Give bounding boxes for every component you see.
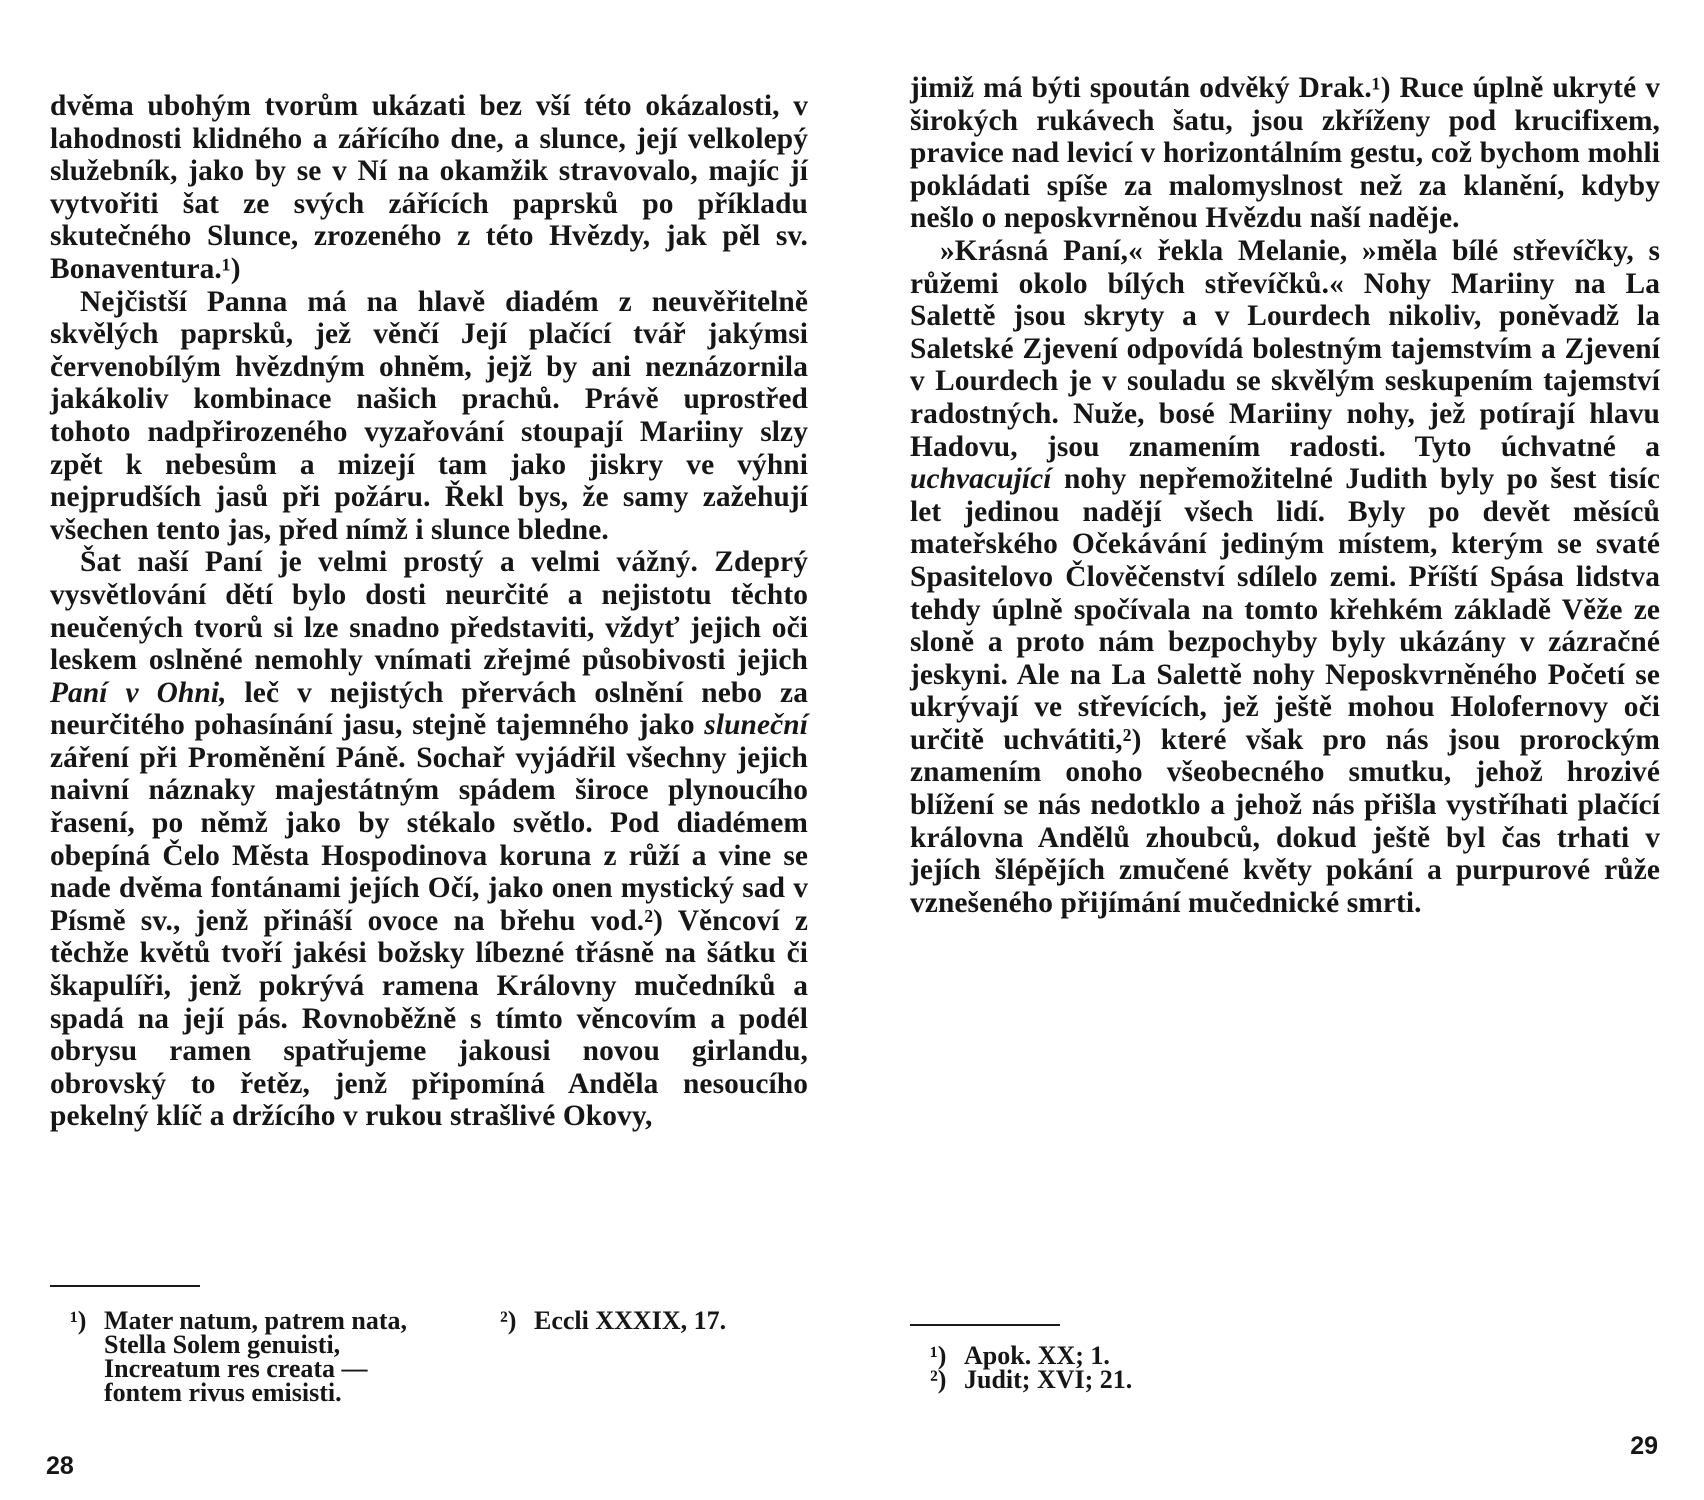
text-run: »Krásná Paní,« řekla Melanie, »měla bílé střevíčky, s růžemi okolo bílých střevíčků.« Nohy Mariiny na La Salettě jsou skryty a v Lourdech nikoliv, poněvadž la Saletské Zjevení odpovídá bolestným tajemstvím a Zjevení v Lourdech je v souladu se skvělým seskupením tajemství radostných. Nuže, bosé Mariiny nohy, jež potírají hlavu Hadovu, jsou znamením radosti. Tyto úchvatné a <box>910 234 1660 463</box>
footnote-line: Mater natum, patrem nata, <box>104 1306 408 1335</box>
text-run: nohy nepřemožitelné Judith byly po šest tisíc let jedinou nadějí všech lidí. Byly po devět měsíců mateřského Očekávání jediným místem, kterým se svaté Spasitelovo Člověčenství sdílelo zemi. Příští Spása lidstva tehdy úplně spočívala na tomto křehkém základě Věže ze sloně a proto nám bezpochyby byly ukázány v zázračné jeskyni. Ale na La Salettě nohy Neposkvrněného Početí se ukrývají ve střevících, jež ještě mohou Holofernovy oči určitě uchvátiti,²) které však pro nás jsou prorockým znamením onoho všeobecného smutku, jehož hrozivé blížení se nás nedotklo a jehož nás přišla vystříhati plačící královna Andělů zhoubců, dokud ještě byl čas trhati v jejích šlépějích zmučené květy pokání a purpurové růže vznešeného přijímání mučednické smrti. <box>910 463 1660 919</box>
footnote-line: fontem rivus emisisti. <box>104 1378 342 1407</box>
footnote-text: Apok. XX; 1. <box>964 1341 1110 1370</box>
footnote-line: Stella Solem genuisti, <box>104 1330 341 1359</box>
footnote-line: Increatum res creata — <box>104 1354 368 1383</box>
page-number: 29 <box>1630 1432 1658 1460</box>
right-body-text <box>910 72 1660 919</box>
page-number: 28 <box>46 1452 74 1480</box>
text-run: záření při Proměnění Páně. Sochař vyjádřil všechny jejich naivní náznaky majestátným spádem široce plynoucího řasení, po němž jako by stékalo světlo. Pod diadémem obepíná Čelo Města Hospodinova koruna z růží a vine se nade dvěma fontánami jejích Očí, jako onen mystický sad v Písmě sv., jenž přináší ovoce na břehu vod.²) Věncoví z těchže květů tvoří jakési božsky líbezné třásně na šátku či škapulíři, jenž pokrývá ramena Královny mučedníků a spadá na její pás. Rovnoběžně s tímto věncovím a podél obrysu ramen spatřujeme jakousi novou girlandu, obrovský to řetěz, jenž připomíná Anděla nesoucího pekelný klíč a držícího v rukou strašlivé Okovy, <box>50 741 808 1133</box>
footnote <box>500 1306 800 1335</box>
text-run: Šat naší Paní je velmi prostý a velmi vážný. Zdeprý vysvětlování dětí bylo dosti neurčité a nejistotu těchto neučených tvorů si lze snadno představiti, vždyť jejich oči leskem oslněné nemohly vnímati zřejmé působivosti jejich <box>50 546 808 677</box>
footnote <box>930 1365 1430 1394</box>
paragraph <box>910 235 1660 919</box>
right-page <box>852 0 1704 1500</box>
text-run: leč v nejistých přervách oslnění nebo za neurčitého pohasínání jasu, stejně tajemného jako <box>50 676 808 742</box>
italic-text: sluneční <box>704 709 808 742</box>
paragraph: jimiž má býti spoután odvěký Drak.¹) Ruce úplně ukryté v širokých rukávech šatu, jsou zkříženy pod krucifixem, pravice nad levicí v horizontálním gestu, což bychom mohli pokládati spíše za malomyslnost než za klanění, kdyby nešlo o neposkvrněnou Hvězdu naší naděje. <box>910 72 1660 235</box>
italic-text: uchvacující <box>910 463 1052 496</box>
footnote-rule <box>50 1285 200 1287</box>
footnote-mark: ²) <box>500 1306 517 1335</box>
footnote-mark: ¹) <box>930 1341 947 1370</box>
footnote-mark: ²) <box>930 1365 947 1394</box>
footnote-text: Judit; XVI; 21. <box>964 1365 1133 1394</box>
footnote-mark: ¹) <box>70 1306 87 1335</box>
italic-text: Paní v Ohni, <box>50 676 227 709</box>
paragraph <box>50 546 808 1133</box>
footnotes <box>930 1341 1430 1394</box>
paragraph: dvěma ubohým tvorům ukázati bez vší této okázalosti, v lahodnosti klidného a zářícího dne, a slunce, její velkolepý služebník, jako by se v Ní na okamžik stravovalo, majíc jí vytvořiti šat ze svých zářících paprsků po příkladu skutečného Slunce, zrozeného z této Hvězdy, jak pěl sv. Bonaventura.¹) <box>50 90 808 285</box>
footnote <box>70 1306 490 1407</box>
paragraph: Nejčistší Panna má na hlavě diadém z neuvěřitelně skvělých paprsků, jež věnčí Její plačící tvář jakýmsi červenobílým hvězdným ohněm, jejž by ani neznázornila jakákoliv kombinace našich prachů. Právě uprostřed tohoto nadpřirozeného vyzařování stoupají Mariiny slzy zpět k nebesům a mizejí tam jako jiskry ve výhni nejprudších jasů při požáru. Řekl bys, že samy zažehují všechen tento jas, před nímž i slunce bledne. <box>50 285 808 546</box>
footnote-rule <box>910 1324 1060 1326</box>
footnote-line: Eccli XXXIX, 17. <box>534 1306 727 1335</box>
left-body-text <box>50 90 808 1133</box>
